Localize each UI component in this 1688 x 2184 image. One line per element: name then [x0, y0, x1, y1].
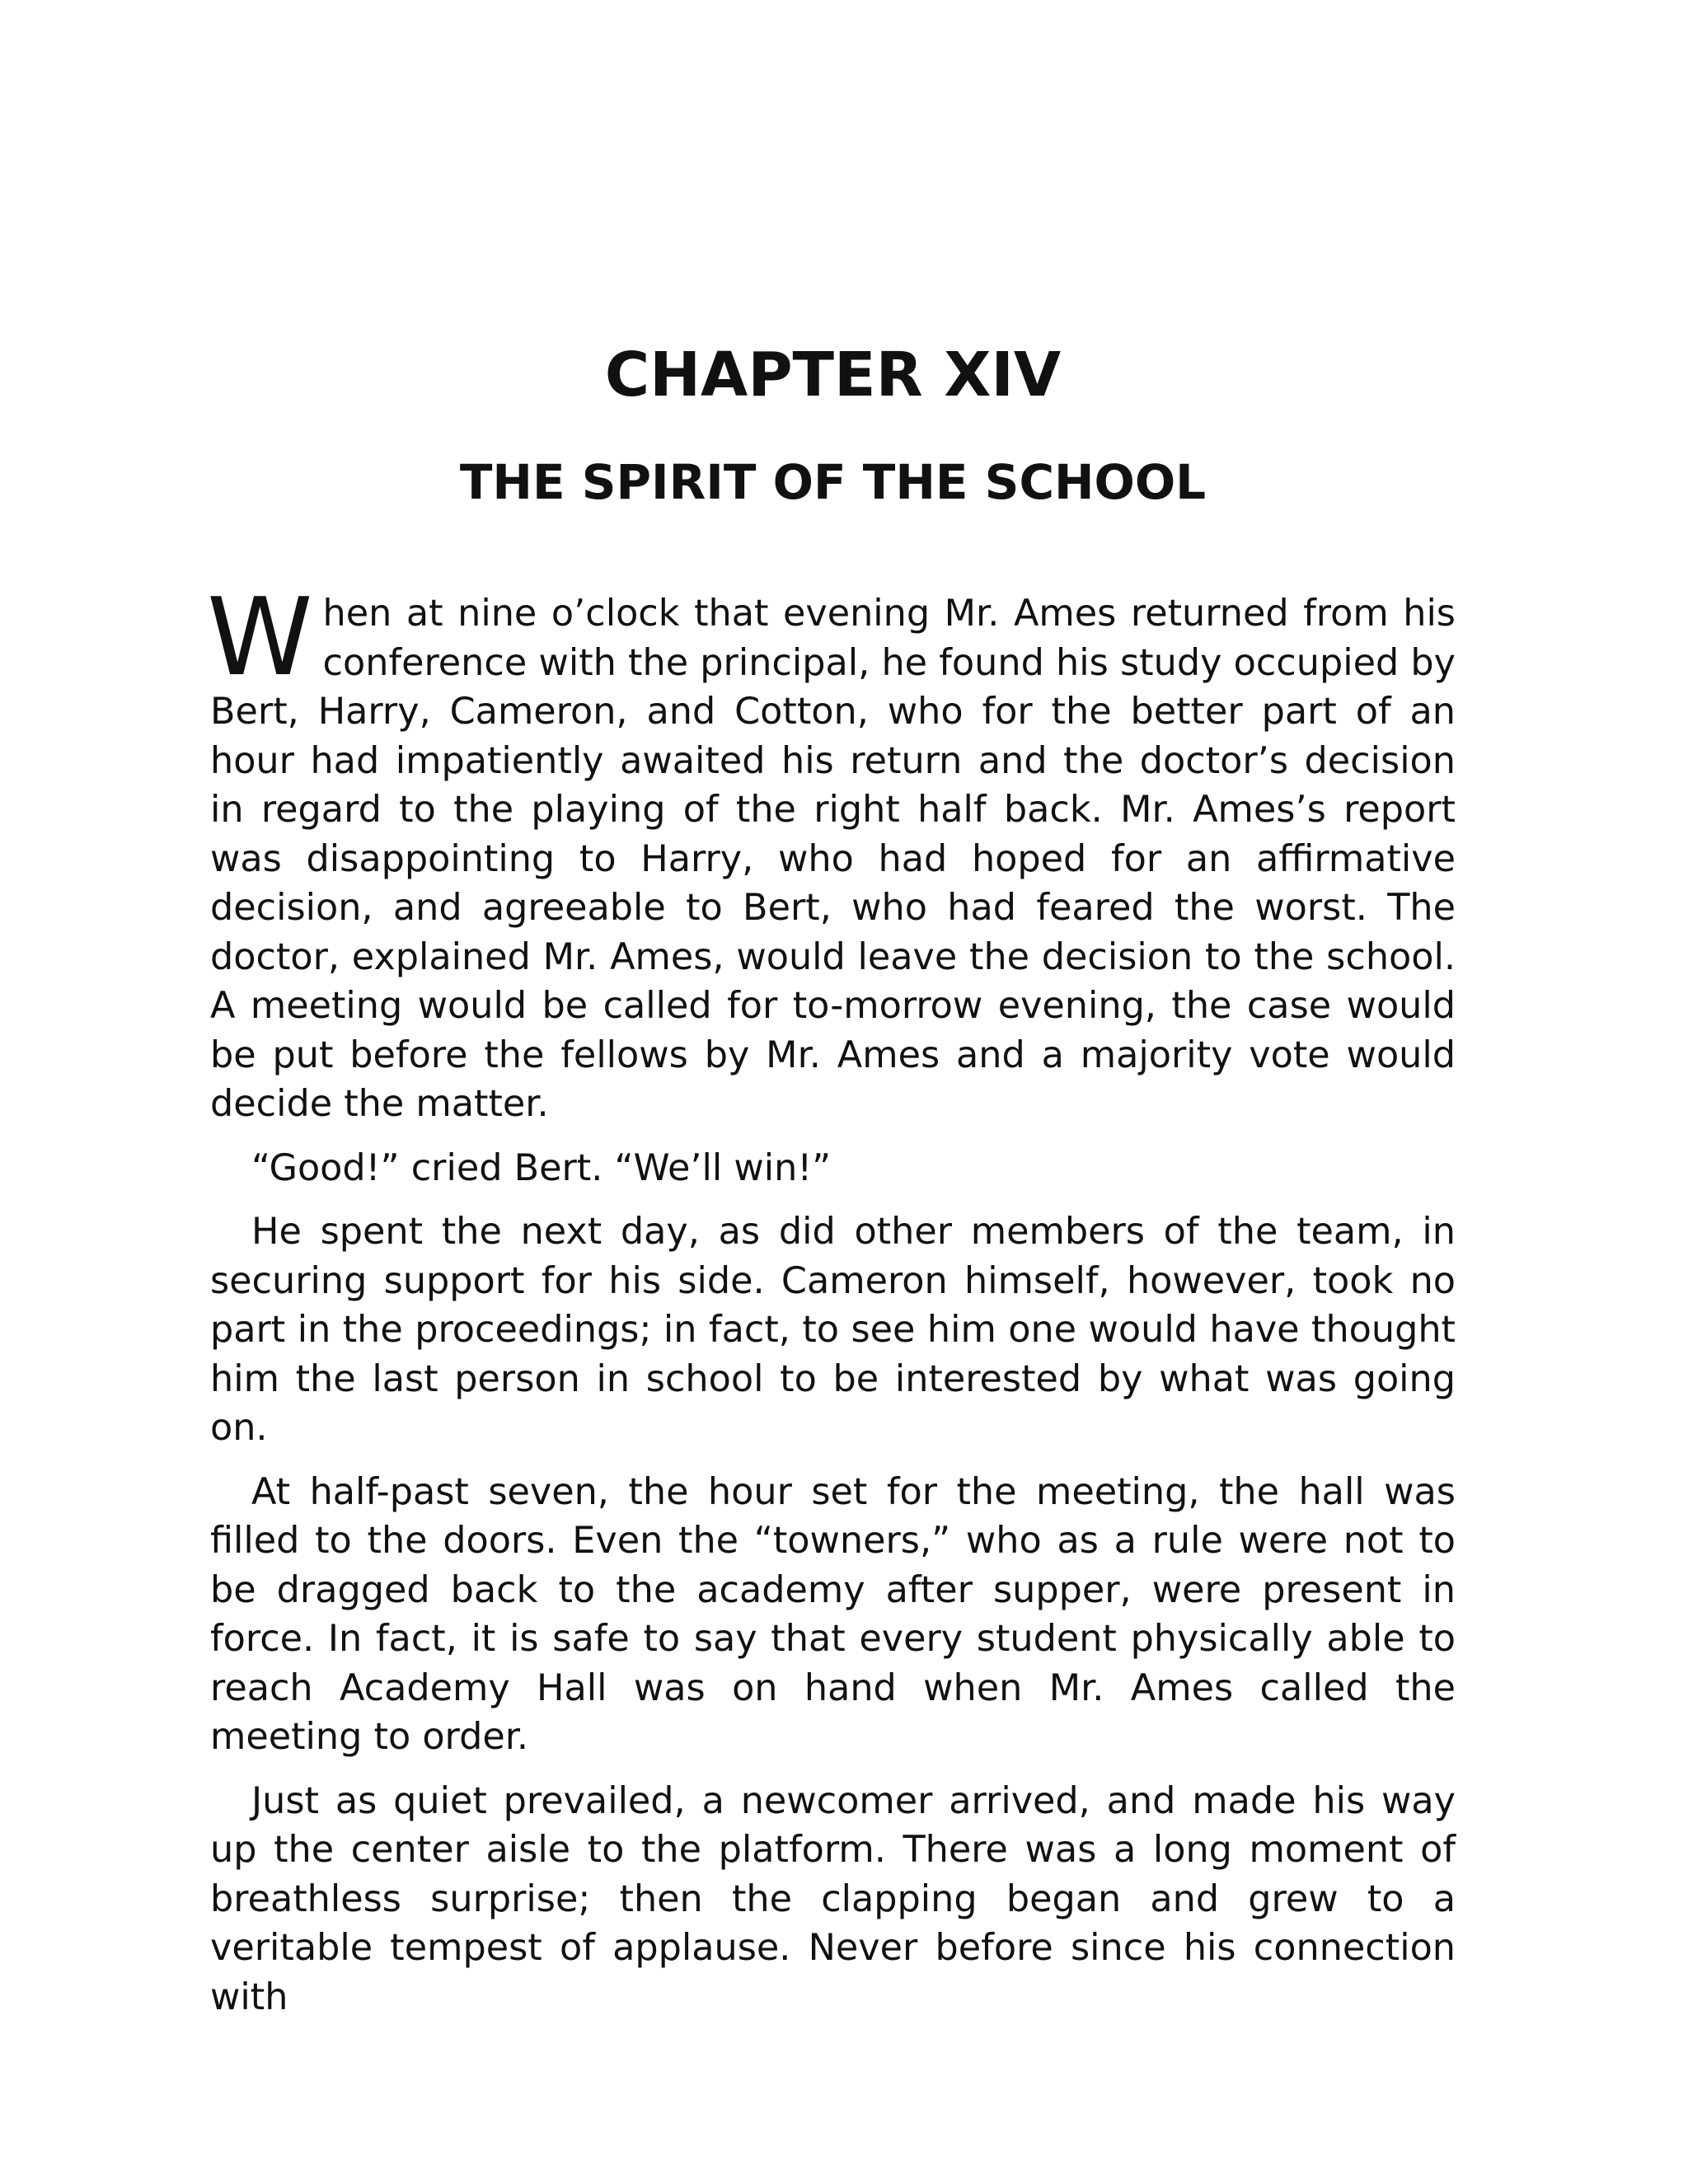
paragraph: At half-past seven, the hour set for the meeting, the hall was filled to the doors. Even the “towners,” who as a rule were not to be dragged back to the academy after supper, were present in force. In fact, it is safe to say that every student physically able to reach Academy Hall was on hand when Mr. Ames called the meeting to order. [210, 1470, 1456, 1758]
paragraph: Just as quiet prevailed, a newcomer arrived, and made his way up the center aisle to the platform. There was a long moment of breathless surprise; then the clapping began and grew to a veritable tempest of applause. Never before since his connection with [210, 1779, 1456, 2018]
drop-cap: W [207, 574, 313, 700]
book-page [207, 0, 1456, 2184]
paragraph: He spent the next day, as did other members of the team, in securing support for his side. Cameron himself, however, took no part in the proceedings; in fact, to see him one would have thought him the last person in school to be interested by what was going on. [210, 1211, 1456, 1449]
paragraph-text: hen at nine o’clock that evening Mr. Ames returned from his conference with the principal, he found his study occupied by Bert, Harry, Cameron, and Cotton, who for the better part of an hour had impatiently awaited his return and the doctor’s decision in regard to the playing of the right half back. Mr. Ames’s report was disappointing to Harry, who had hoped for an affirmative decision, and agreeable to Bert, who had feared the worst. The doctor, explained Mr. Ames, would leave the decision to the school. A meeting would be called for to-morrow evening, the case would be put before the fellows by Mr. Ames and a majority vote would decide the matter. [210, 593, 1456, 1125]
chapter-title: CHAPTER XIV [604, 340, 1062, 410]
paragraph: “Good!” cried Bert. “We’ll win!” [251, 1146, 832, 1189]
chapter-subtitle: THE SPIRIT OF THE SCHOOL [459, 454, 1207, 510]
chapter-body [207, 574, 1456, 2036]
paragraph [207, 574, 1456, 1129]
